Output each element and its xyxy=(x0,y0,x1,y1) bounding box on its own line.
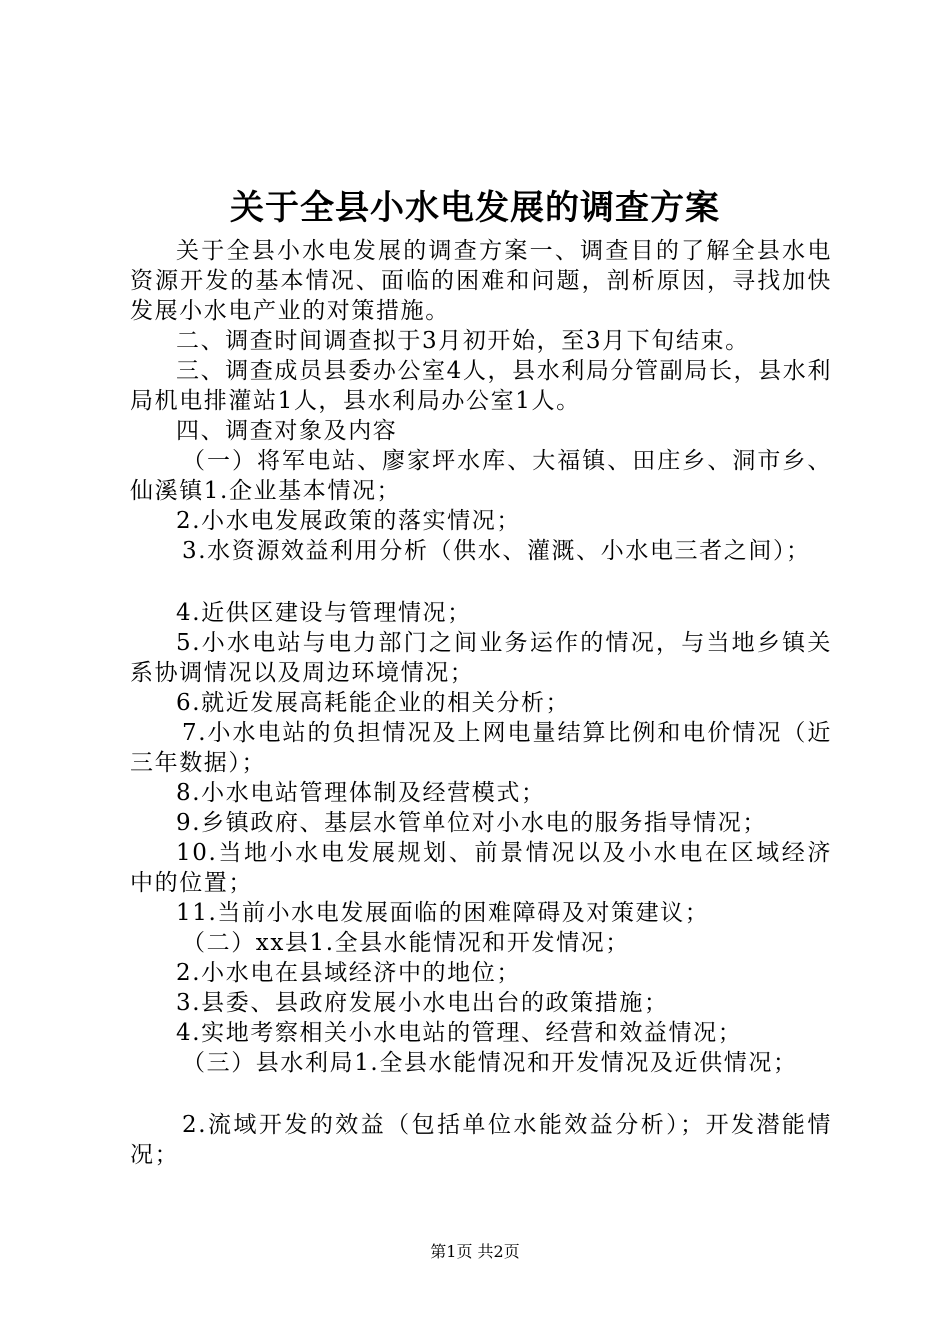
paragraph-section-four: 四、调查对象及内容 xyxy=(176,418,398,444)
paragraph-intro: 关于全县小水电发展的调查方案一、调查目的了解全县水电资源开发的基本情况、面临的困难和问题，剖析原因，寻找加快发展小水电产业的对策措施。 xyxy=(130,238,832,324)
list-item: 2.流域开发的效益（包括单位水能效益分析）；开发潜能情况； xyxy=(130,1112,832,1168)
list-item: 3.水资源效益利用分析（供水、灌溉、小水电三者之间）； xyxy=(182,538,811,564)
list-item: 11.当前小水电发展面临的困难障碍及对策建议； xyxy=(176,900,710,926)
blank-line xyxy=(130,1078,832,1110)
list-item: 6.就近发展高耗能企业的相关分析； xyxy=(176,690,571,716)
page-footer: 第1页 共2页 xyxy=(430,1242,520,1261)
blank-line xyxy=(130,566,832,598)
list-item: 4.实地考察相关小水电站的管理、经营和效益情况； xyxy=(176,1020,743,1046)
paragraph-members: 三、调查成员县委办公室4人，县水利局分管副局长，县水利局机电排灌站1人，县水利局办公室1人。 xyxy=(130,358,832,414)
list-item: 5.小水电站与电力部门之间业务运作的情况，与当地乡镇关系协调情况以及周边环境情况； xyxy=(130,630,832,686)
list-item: 2.小水电发展政策的落实情况； xyxy=(176,508,521,534)
list-item: 8.小水电站管理体制及经营模式； xyxy=(176,780,546,806)
list-item: 9.乡镇政府、基层水管单位对小水电的服务指导情况； xyxy=(176,810,767,836)
list-item: 2.小水电在县域经济中的地位； xyxy=(176,960,521,986)
paragraph-time: 二、调查时间调查拟于3月初开始，至3月下旬结束。 xyxy=(176,328,750,354)
paragraph-subsection-two: （二）xx县1.全县水能情况和开发情况； xyxy=(182,930,630,956)
document-title: 关于全县小水电发展的调查方案 xyxy=(230,188,720,228)
list-item: 3.县委、县政府发展小水电出台的政策措施； xyxy=(176,990,669,1016)
paragraph-subsection-one: （一）将军电站、廖家坪水库、大福镇、田庄乡、洞市乡、仙溪镇1.企业基本情况； xyxy=(130,448,832,504)
list-item: 10.当地小水电发展规划、前景情况以及小水电在区域经济中的位置； xyxy=(130,840,832,896)
document-body xyxy=(130,236,832,1170)
list-item: 4.近供区建设与管理情况； xyxy=(176,600,472,626)
paragraph-subsection-three: （三）县水利局1.全县水能情况和开发情况及近供情况； xyxy=(182,1050,798,1076)
list-item: 7.小水电站的负担情况及上网电量结算比例和电价情况（近三年数据）； xyxy=(130,720,832,776)
